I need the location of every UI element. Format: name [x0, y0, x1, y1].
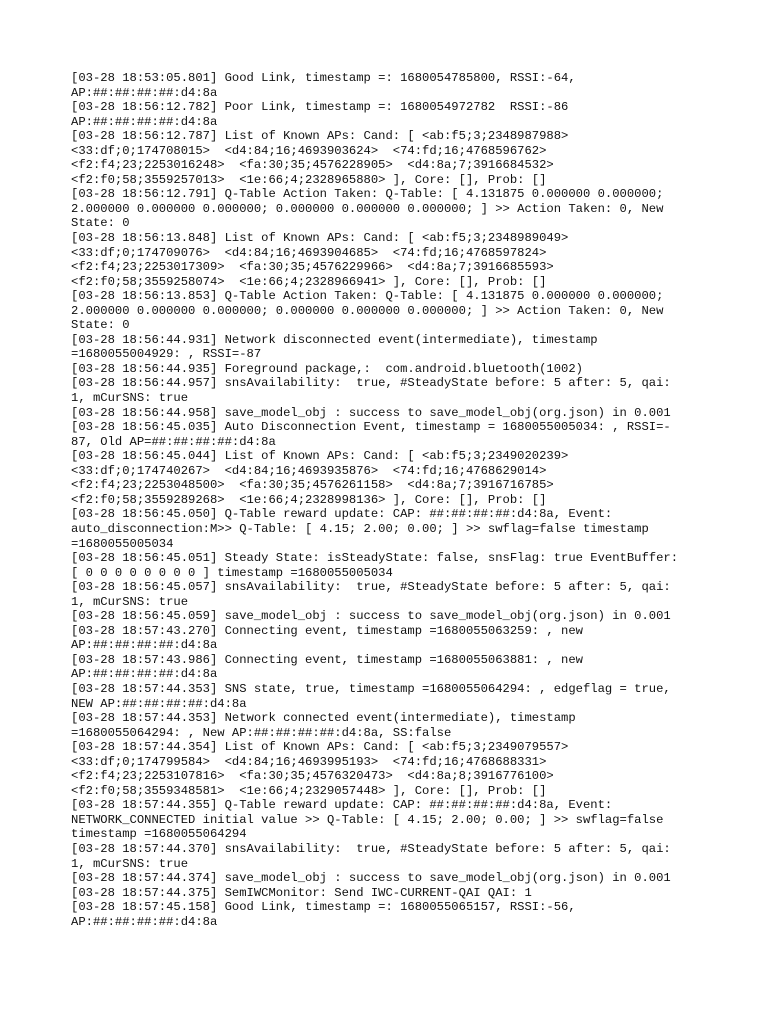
log-line: [03-28 18:57:43.986] Connecting event, timestamp =1680055063881: , new	[71, 652, 583, 667]
log-line: NEW AP:##:##:##:##:d4:8a	[71, 696, 247, 711]
log-line: NETWORK_CONNECTED initial value >> Q-Table: [ 4.15; 2.00; 0.00; ] >> swflag=false	[71, 812, 664, 827]
log-line: 87, Old AP=##:##:##:##:d4:8a	[71, 434, 276, 449]
log-line: =1680055005034	[71, 536, 174, 551]
log-line: [03-28 18:57:44.374] save_model_obj : success to save_model_obj(org.json) in 0.001	[71, 871, 671, 886]
log-line: AP:##:##:##:##:d4:8a	[71, 667, 218, 682]
log-line: [03-28 18:56:45.050] Q-Table reward update: CAP: ##:##:##:##:d4:8a, Event:	[71, 507, 613, 522]
log-text	[71, 71, 711, 929]
log-line: 1, mCurSNS: true	[71, 856, 189, 871]
log-line: <f2:f0;58;3559348581> <1e:66;4;2329057448> ], Core: [], Prob: []	[71, 783, 547, 798]
log-line: AP:##:##:##:##:d4:8a	[71, 85, 218, 100]
log-line: <f2:f0;58;3559289268> <1e:66;4;2328998136> ], Core: [], Prob: []	[71, 492, 547, 507]
log-line: <33:df;0;174708015> <d4:84;16;4693903624> <74:fd;16;4768596762>	[71, 143, 547, 158]
log-line: 2.000000 0.000000 0.000000; 0.000000 0.000000 0.000000; ] >> Action Taken: 0, New	[71, 201, 664, 216]
log-line: <f2:f0;58;3559257013> <1e:66;4;2328965880> ], Core: [], Prob: []	[71, 172, 547, 187]
log-line: [03-28 18:56:13.848] List of Known APs: Cand: [ <ab:f5;3;2348989049>	[71, 231, 569, 246]
log-line: [03-28 18:56:12.782] Poor Link, timestamp =: 1680054972782 RSSI:-86	[71, 100, 569, 115]
log-line: <33:df;0;174740267> <d4:84;16;4693935876> <74:fd;16;4768629014>	[71, 463, 547, 478]
log-line: 2.000000 0.000000 0.000000; 0.000000 0.000000 0.000000; ] >> Action Taken: 0, New	[71, 303, 664, 318]
log-line: [03-28 18:56:44.958] save_model_obj : success to save_model_obj(org.json) in 0.001	[71, 405, 671, 420]
log-line: <f2:f0;58;3559258074> <1e:66;4;2328966941> ], Core: [], Prob: []	[71, 274, 547, 289]
log-line: State: 0	[71, 318, 130, 333]
log-line: [03-28 18:57:44.375] SemIWCMonitor: Send IWC-CURRENT-QAI QAI: 1	[71, 885, 532, 900]
log-line: [03-28 18:57:44.353] SNS state, true, timestamp =1680055064294: , edgeflag = true,	[71, 681, 671, 696]
log-line: [03-28 18:56:12.787] List of Known APs: Cand: [ <ab:f5;3;2348987988>	[71, 129, 569, 144]
log-line: [03-28 18:56:13.853] Q-Table Action Taken: Q-Table: [ 4.131875 0.000000 0.000000;	[71, 289, 664, 304]
log-line: AP:##:##:##:##:d4:8a	[71, 638, 218, 653]
log-line: [ 0 0 0 0 0 0 0 0 ] timestamp =1680055005034	[71, 565, 393, 580]
log-line: [03-28 18:56:44.931] Network disconnected event(intermediate), timestamp	[71, 332, 598, 347]
log-line: [03-28 18:56:44.935] Foreground package,: com.android.bluetooth(1002)	[71, 361, 583, 376]
log-line: [03-28 18:57:43.270] Connecting event, timestamp =1680055063259: , new	[71, 623, 583, 638]
log-line: [03-28 18:56:45.057] snsAvailability: true, #SteadyState before: 5 after: 5, qai:	[71, 580, 671, 595]
log-line: <f2:f4;23;2253016248> <fa:30;35;4576228905> <d4:8a;7;3916684532>	[71, 158, 554, 173]
log-line: <f2:f4;23;2253017309> <fa:30;35;4576229966> <d4:8a;7;3916685593>	[71, 260, 554, 275]
log-line: =1680055004929: , RSSI=-87	[71, 347, 262, 362]
log-line: [03-28 18:56:44.957] snsAvailability: true, #SteadyState before: 5 after: 5, qai:	[71, 376, 671, 391]
log-line: [03-28 18:53:05.801] Good Link, timestamp =: 1680054785800, RSSI:-64,	[71, 71, 576, 85]
log-line: State: 0	[71, 216, 130, 231]
log-line: auto_disconnection:M>> Q-Table: [ 4.15; 2.00; 0.00; ] >> swflag=false timestamp	[71, 521, 649, 536]
log-line: 1, mCurSNS: true	[71, 594, 189, 609]
log-line: [03-28 18:57:44.370] snsAvailability: true, #SteadyState before: 5 after: 5, qai:	[71, 841, 671, 856]
log-line: AP:##:##:##:##:d4:8a	[71, 914, 218, 929]
log-line: [03-28 18:56:45.035] Auto Disconnection Event, timestamp = 1680055005034: , RSSI=-	[71, 420, 671, 435]
log-line: [03-28 18:56:45.051] Steady State: isSteadyState: false, snsFlag: true EventBuffer:	[71, 551, 679, 566]
log-line: =1680055064294: , New AP:##:##:##:##:d4:8a, SS:false	[71, 725, 452, 740]
log-line: 1, mCurSNS: true	[71, 391, 189, 406]
log-line: <33:df;0;174709076> <d4:84;16;4693904685> <74:fd;16;4768597824>	[71, 245, 547, 260]
log-line: [03-28 18:57:44.355] Q-Table reward update: CAP: ##:##:##:##:d4:8a, Event:	[71, 798, 613, 813]
log-line: [03-28 18:56:12.791] Q-Table Action Taken: Q-Table: [ 4.131875 0.000000 0.000000;	[71, 187, 664, 202]
log-line: [03-28 18:57:44.353] Network connected event(intermediate), timestamp	[71, 711, 576, 726]
log-line: <f2:f4;23;2253107816> <fa:30;35;4576320473> <d4:8a;8;3916776100>	[71, 769, 554, 784]
log-line: timestamp =1680055064294	[71, 827, 247, 842]
log-line: [03-28 18:57:45.158] Good Link, timestamp =: 1680055065157, RSSI:-56,	[71, 900, 576, 915]
log-line: <33:df;0;174799584> <d4:84;16;4693995193> <74:fd;16;4768688331>	[71, 754, 547, 769]
log-line: [03-28 18:57:44.354] List of Known APs: Cand: [ <ab:f5;3;2349079557>	[71, 740, 569, 755]
log-line: [03-28 18:56:45.059] save_model_obj : success to save_model_obj(org.json) in 0.001	[71, 609, 671, 624]
log-line: AP:##:##:##:##:d4:8a	[71, 114, 218, 129]
log-line: [03-28 18:56:45.044] List of Known APs: Cand: [ <ab:f5;3;2349020239>	[71, 449, 569, 464]
log-line: <f2:f4;23;2253048500> <fa:30;35;4576261158> <d4:8a;7;3916716785>	[71, 478, 554, 493]
